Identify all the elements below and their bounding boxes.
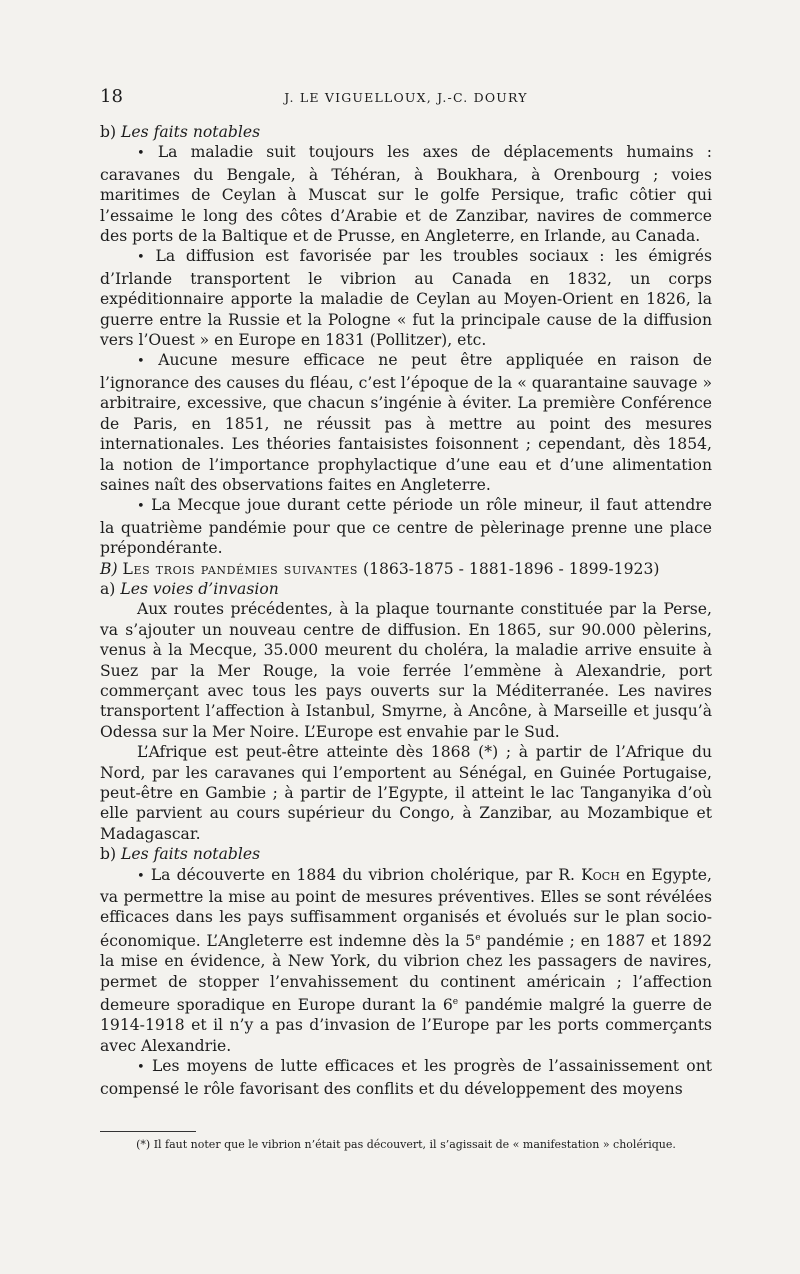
subsection-label: b) [100, 845, 117, 864]
bullet-paragraph [100, 350, 712, 495]
author-name: Koch [581, 865, 620, 884]
subsection-heading [100, 579, 712, 599]
footnote: (*) Il faut noter que le vibrion n’était pas découvert, il s’agissait de « manifestation » cholérique. [136, 1138, 676, 1151]
bullet-text: La maladie suit toujours les axes de déplacements humains : caravanes du Bengale, à Téhéran, à Boukhara, à Orenbourg ; voies maritimes de Ceylan à Muscat sur le golfe Persique, trafic côtier qui l’essaime le long des côtes d’Arabie et de Zanzibar, navires de commerce des ports de la Baltique et de Prusse, en Angleterre, en Irlande, au Canada. [100, 143, 712, 246]
bullet-icon: • [137, 146, 145, 162]
bullet-paragraph [100, 1056, 712, 1099]
subsection-title: Les voies d’invasion [120, 579, 279, 598]
subsection-title: Les faits notables [121, 123, 261, 141]
bullet-paragraph [100, 495, 712, 558]
body-text [100, 122, 712, 1099]
subsection-label: b) [100, 123, 117, 141]
paragraph: Aux routes précédentes, à la plaque tournante constituée par la Perse, va s’ajouter un nouveau centre de diffusion. En 1865, sur 90.000 pèlerins, venus à la Mecque, 35.000 meurent du choléra, la maladie arrive ensuite à Suez par la Mer Rouge, la voie ferrée l’emmène à Alexandrie, port commerçant avec tous les pays ouverts sur la Méditerranée. Les navires transportent l’affection à Istanbul, Smyrne, à Ancône, à Marseille et jusqu’à Odessa sur la Mer Noire. L’Europe est envahie par le Sud. [100, 600, 712, 741]
bullet-icon: • [137, 499, 145, 515]
section-letter: B) [100, 559, 118, 578]
superscript: e [475, 932, 481, 943]
bullet-text: Aucune mesure efficace ne peut être appliquée en raison de l’ignorance des causes du fléau, c’est l’époque de la « quarantaine sauvage » arbitraire, excessive, que chacun s’ingénie à éviter. La première Conférence de Paris, en 1851, ne réussit pas à mettre au point des mesures internationales. Les théories fantaisistes foisonnent ; cependant, dès 1854, la notion de l’importance prophylactique d’une eau et d’une alimentation saines naît des observations faites en Angleterre. [100, 351, 712, 494]
page-number: 18 [100, 86, 123, 107]
subsection-heading [100, 844, 712, 864]
bullet-icon: • [137, 868, 145, 884]
bullet-icon: • [137, 250, 145, 266]
page-header [100, 86, 712, 112]
paragraph: L’Afrique est peut-être atteinte dès 1868 (*) ; à partir de l’Afrique du Nord, par les caravanes qui l’emportent au Sénégal, en Guinée Portugaise, peut-être en Gambie ; à partir de l’Egypte, il atteint le lac Tanganyika d’où elle parvient au cours supérieur du Congo, à Zanzibar, au Mozambique et Madagascar. [100, 743, 712, 843]
section-dates: (1863-1875 - 1881-1896 - 1899-1923) [363, 559, 660, 578]
bullet-text: Les moyens de lutte efficaces et les progrès de l’assainissement ont compensé le rôle favorisant des conflits et du développement des moyens [100, 1057, 712, 1098]
section-title: Les trois pandémies suivantes [122, 559, 359, 578]
bullet-paragraph [100, 246, 712, 350]
subsection-label: a) [100, 579, 116, 598]
bullet-text-part: La découverte en 1884 du vibrion cholérique, par R. [150, 865, 582, 884]
bullet-text: La Mecque joue durant cette période un rôle mineur, il faut attendre la quatrième pandémie pour que ce centre de pèlerinage prenne une place prépondérante. [100, 496, 712, 558]
bullet-paragraph [100, 142, 712, 246]
bullet-text-part: pandémie ; en 1887 et 1892 la mise en évidence, à New York, du vibrion chez les passagers de navires, permet de stopper l’envahissement du continent américain ; l’affection demeure sporadique en Europe durant la 6 [100, 931, 712, 1015]
section-heading [100, 559, 712, 579]
bullet-text-part: en Egypte, va permettre la mise au point de mesures préventives. Elles se sont révélées efficaces dans les pays suffisamment organisés et évolués sur le plan socio-économique. L’Angleterre est indemne dès la 5 [100, 865, 712, 950]
bullet-text-part: pandémie malgré la guerre de 1914-1918 et il n’y a pas d’invasion de l’Europe par les ports commerçants avec Alexandrie. [100, 996, 712, 1055]
superscript: e [452, 997, 459, 1008]
bullet-paragraph [100, 865, 712, 1057]
subsection-heading [100, 122, 712, 142]
bullet-icon: • [137, 354, 145, 370]
bullet-icon: • [137, 1060, 145, 1076]
footnote-divider [100, 1131, 196, 1132]
running-head: J. LE VIGUELLOUX, J.-C. DOURY [284, 90, 528, 105]
bullet-text: La diffusion est favorisée par les troubles sociaux : les émigrés d’Irlande transportent le vibrion au Canada en 1832, un corps expéditionnaire apporte la maladie de Ceylan au Moyen-Orient en 1826, la guerre entre la Russie et la Pologne « fut la principale cause de la diffusion vers l’Ouest » en Europe en 1831 (Pollitzer), etc. [100, 247, 712, 350]
subsection-title: Les faits notables [121, 845, 261, 864]
